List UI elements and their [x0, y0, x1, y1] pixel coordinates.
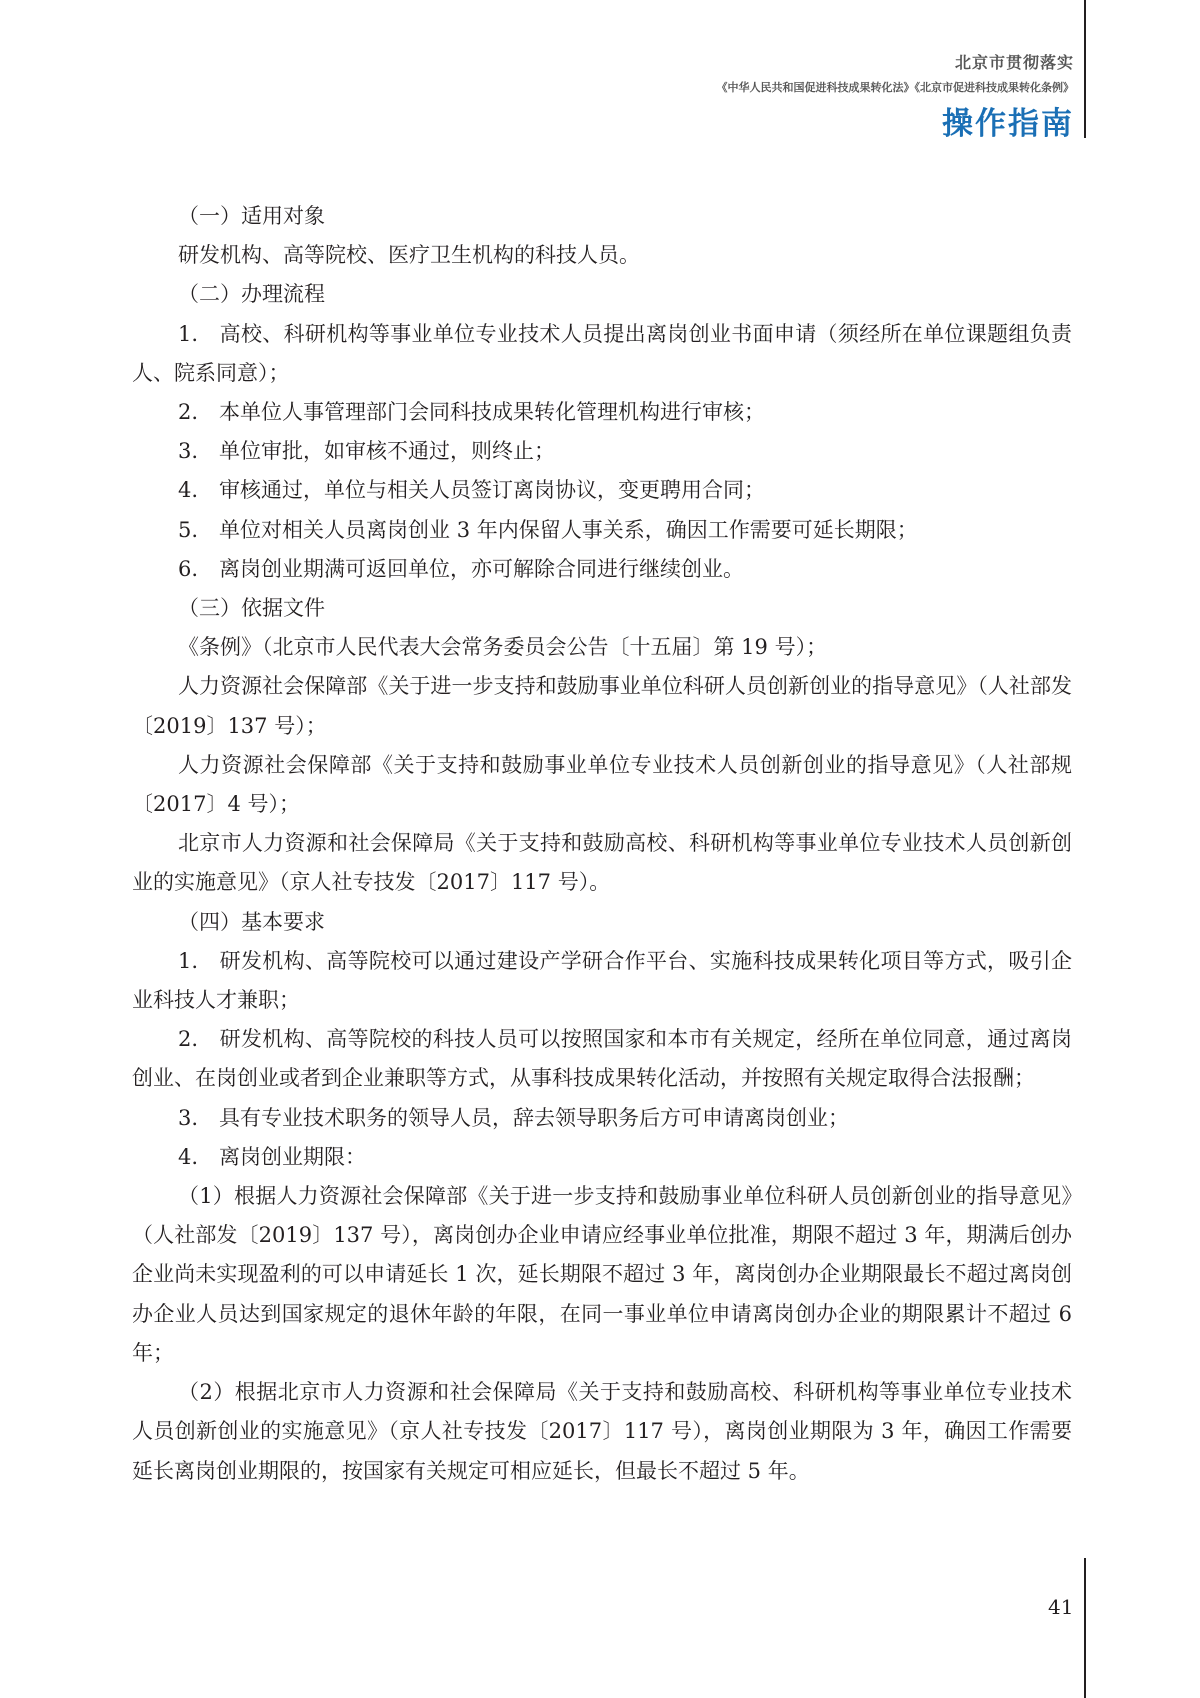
sub-list-item: （2）根据北京市人力资源和社会保障局《关于支持和鼓励高校、科研机构等事业单位专业技术人员创新创业的实施意见》（京人社专技发〔2017〕117 号），离岗创业期限为 3 年，确因工作需要延长离岗创业期限的，按国家有关规定可相应延长，但最长不超过 5 年。	[132, 1380, 1072, 1483]
list-item: 3. 具有专业技术职务的领导人员，辞去领导职务后方可申请离岗创业；	[178, 1105, 850, 1130]
top-margin-rule	[1084, 0, 1086, 138]
section-heading-applicable: （一）适用对象	[178, 204, 325, 228]
paragraph: 人力资源社会保障部《关于支持和鼓励事业单位专业技术人员创新创业的指导意见》（人社部规〔2017〕4 号）；	[132, 752, 1072, 817]
header-title: 北京市贯彻落实	[954, 53, 1074, 72]
running-header	[717, 50, 1075, 143]
list-item: 1. 高校、科研机构等事业单位专业技术人员提出离岗创业书面申请（须经所在单位课题组负责人、院系同意）；	[132, 321, 1072, 385]
header-subtitle: 《中华人民共和国促进科技成果转化法》《北京市促进科技成果转化条例》	[716, 81, 1074, 94]
list-item: 4. 审核通过，单位与相关人员签订离岗协议，变更聘用合同；	[178, 478, 766, 503]
list-item: 6. 离岗创业期满可返回单位，亦可解除合同进行继续创业。	[178, 556, 745, 581]
section-heading-process: （二）办理流程	[178, 282, 325, 307]
section-heading-requirements: （四）基本要求	[178, 909, 325, 934]
list-item: 1. 研发机构、高等院校可以通过建设产学研合作平台、实施科技成果转化项目等方式，吸引企业科技人才兼职；	[132, 948, 1072, 1013]
paragraph: 北京市人力资源和社会保障局《关于支持和鼓励高校、科研机构等事业单位专业技术人员创新创业的实施意见》（京人社专技发〔2017〕117 号）。	[132, 831, 1072, 895]
list-item: 2. 本单位人事管理部门会同科技成果转化管理机构进行审核；	[178, 400, 766, 425]
list-item: 5. 单位对相关人员离岗创业 3 年内保留人事关系，确因工作需要可延长期限；	[178, 517, 918, 542]
page-number: 41	[1048, 1595, 1074, 1619]
header-main-title: 操作指南	[942, 106, 1074, 142]
sub-list-item: （1）根据人力资源社会保障部《关于进一步支持和鼓励事业单位科研人员创新创业的指导意见》（人社部发〔2019〕137 号），离岗创办企业申请应经事业单位批准，期限不超过 3 年，期满后创办企业尚未实现盈利的可以申请延长 1 次，延长期限不超过 3 年，离岗创办企业期限最长不超过离岗创办企业人员达到国家规定的退休年龄的年限，在同一事业单位申请离岗创办企业的期限累计不超过 6 年；	[132, 1184, 1072, 1365]
paragraph: 《条例》（北京市人民代表大会常务委员会公告〔十五届〕第 19 号）；	[178, 635, 828, 660]
body-text	[132, 197, 1072, 1491]
list-item: 2. 研发机构、高等院校的科技人员可以按照国家和本市有关规定，经所在单位同意，通过离岗创业、在岗创业或者到企业兼职等方式，从事科技成果转化活动，并按照有关规定取得合法报酬；	[132, 1027, 1072, 1091]
bottom-margin-rule	[1084, 1558, 1086, 1698]
paragraph: 研发机构、高等院校、医疗卫生机构的科技人员。	[178, 243, 640, 268]
paragraph: 人力资源社会保障部《关于进一步支持和鼓励事业单位科研人员创新创业的指导意见》（人社部发〔2019〕137 号）；	[132, 674, 1072, 738]
section-heading-basis: （三）依据文件	[178, 596, 325, 621]
list-item: 4. 离岗创业期限：	[178, 1144, 367, 1169]
list-item: 3. 单位审批，如审核不通过，则终止；	[178, 439, 556, 464]
